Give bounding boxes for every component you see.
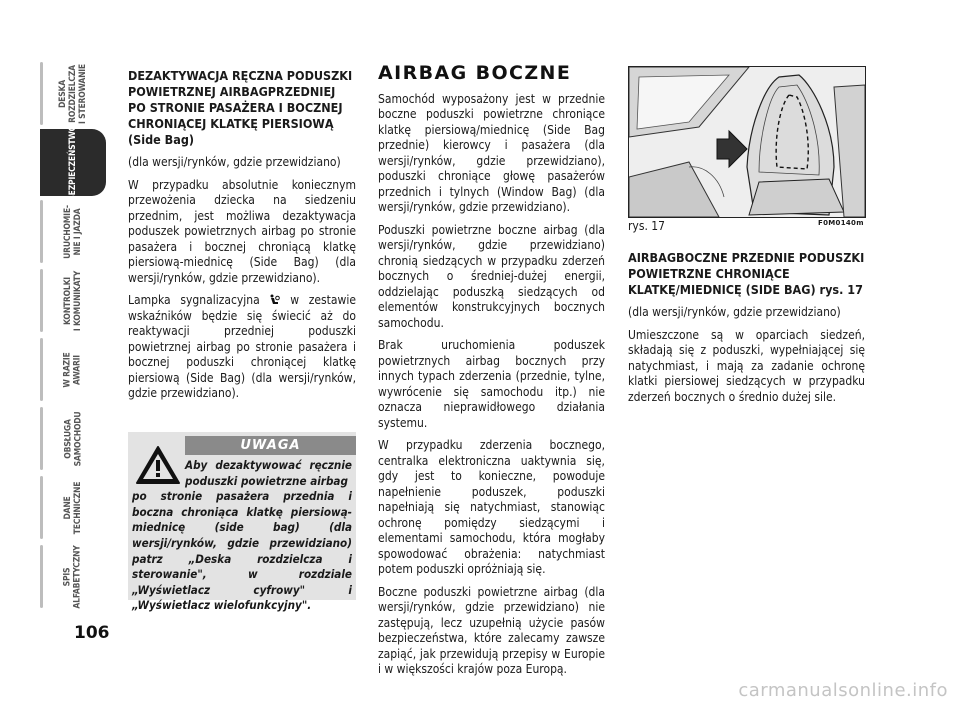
paragraph: Boczne poduszki powietrzne airbag (dla wersji/rynków, gdzie przewidziano) nie zastępują, lecz uzupełnią użycie pasów bezpieczeństwa, które zalecamy zawsze zapiąć, jak przewidują przepisy w Europie i w większości krajów poza Europą. — [378, 584, 605, 676]
tab-bezpieczenstwo[interactable]: BEZPIECZEŃSTWO — [40, 129, 106, 196]
paragraph: Samochód wyposażony jest w przednie boczne poduszki powietrzne chroniące klatkę piersiową/miednicę (Side Bag przednie) kierowcy i pasażera (dla wersji/rynków, gdzie przewidziano), poduszki chroniące głowę pasażerów przednich i tylnych (Window Bag) (dla wersji/rynków, gdzie przewidziano). — [378, 91, 605, 214]
paragraph: Lampka sygnalizacyjna w zestawie wskaźników będzie się świecić aż do reaktywacji przedniej poduszki powietrznej airbag po stronie pasażera i bocznej poduszki chroniącej klatkę piersiową (Side Bag) (dla wersji/rynków, gdzie przewidziano). — [128, 293, 356, 400]
paragraph: Umieszczone są w oparciach siedzeń, składają się z poduszki, wypełniającej się natychmiast, i mają za zadanie ochronę klatki piersiowej siedzących w przypadku zderzeń bocznych o średnio dużej sile. — [628, 327, 865, 404]
figure-caption: rys. 17 — [628, 219, 666, 233]
section-subheading: (dla wersji/rynków, gdzie przewidziano) — [628, 305, 841, 319]
tab-w-razie-awarii[interactable]: W RAZIE AWARII — [40, 336, 106, 403]
middle-column — [378, 62, 605, 685]
tab-obsluga[interactable]: OBSŁUGA SAMOCHODU — [40, 405, 106, 472]
watermark: carmanualsonline.info — [738, 680, 948, 701]
section-subheading: (dla wersji/rynków, gdzie przewidziano) — [128, 155, 341, 169]
paragraph: Brak uruchomienia poduszek powietrznych airbag bocznych przy innych typach zderzenia (przednie, tylne, wywrócenie się samochodu itp.) nie oznacza nieprawidłowego działania systemu. — [378, 338, 605, 430]
right-column — [628, 250, 865, 412]
tab-spis[interactable]: SPIS ALFABETYCZNY — [40, 543, 106, 610]
warning-text: Aby dezaktywować ręcznie poduszki powietrzne airbag po stronie pasażera przednia i boczna chroniąca klatkę piersiową-miednicę (side bag) (dla wersji/rynków, gdzie przewidziano) patrz „Deska rozdzielcza i sterowanie", w rozdziale „Wyświetlacz cyfrowy" i „Wyświetlacz wielofunkcyjny". — [132, 458, 352, 613]
section-heading: AIRBAGBOCZNE PRZEDNIE PODUSZKI POWIETRZNE CHRONIĄCE KLATKĘ/MIEDNICĘ (SIDE BAG) rys. 17 — [628, 250, 865, 297]
figure-code: F0M0140m — [818, 219, 864, 227]
page-number: 106 — [74, 623, 110, 643]
tab-deska-rozdzielcza[interactable]: DESKA ROZDZIELCZA I STEROWANIE — [40, 60, 106, 127]
figure-side-airbag — [628, 66, 866, 218]
paragraph: W przypadku zderzenia bocznego, centralka elektroniczna uaktywnia się, gdy jest to konieczne, powoduje napełnienie poduszek, poduszki napełniają się natychmiast, stanowiąc ochronę pomiędzy siedzącymi i elementami samochodu, która mogłaby spowodować obrażenia: natychmiast potem poduszki opróżniają się. — [378, 438, 605, 576]
warning-box — [128, 432, 356, 613]
seat-illustration — [629, 67, 865, 217]
tab-uruchomienie[interactable]: URUCHOMIE- NIE I JAZDA — [40, 198, 106, 265]
tab-dane-techniczne[interactable]: DANE TECHNICZNE — [40, 474, 106, 541]
left-column — [128, 68, 356, 409]
paragraph: Poduszki powietrzne boczne airbag (dla wersji/rynków, gdzie przewidziano) chronią siedzących w przypadku zderzeń bocznych o średniej-dużej energii, oddzielając poduszką siedzących od elementów konstrukcyjnych bocznych samochodu. — [378, 222, 605, 330]
paragraph: W przypadku absolutnie koniecznym przewożenia dziecka na siedzeniu przednim, jest możliwa dezaktywacja poduszek powietrznych airbag po stronie pasażera i bocznej chroniącą klatkę piersiową-miednicę (Side Bag) (dla wersji/rynków, gdzie przewidziano). — [128, 177, 356, 285]
section-heading: DEZAKTYWACJA RĘCZNA PODUSZKI POWIETRZNEJ AIRBAGPRZEDNIEJ PO STRONIE PASAŻERA I BOCZNEJ CHRONIĄCEJ KLATKĘ PIERSIOWĄ (Side Bag) — [128, 68, 353, 147]
airbag-warning-icon — [269, 294, 280, 305]
tab-kontrolki[interactable]: KONTROLKI I KOMUNIKATY — [40, 267, 106, 334]
section-title: AIRBAG BOCZNE — [378, 62, 572, 84]
warning-title: UWAGA — [185, 436, 356, 455]
